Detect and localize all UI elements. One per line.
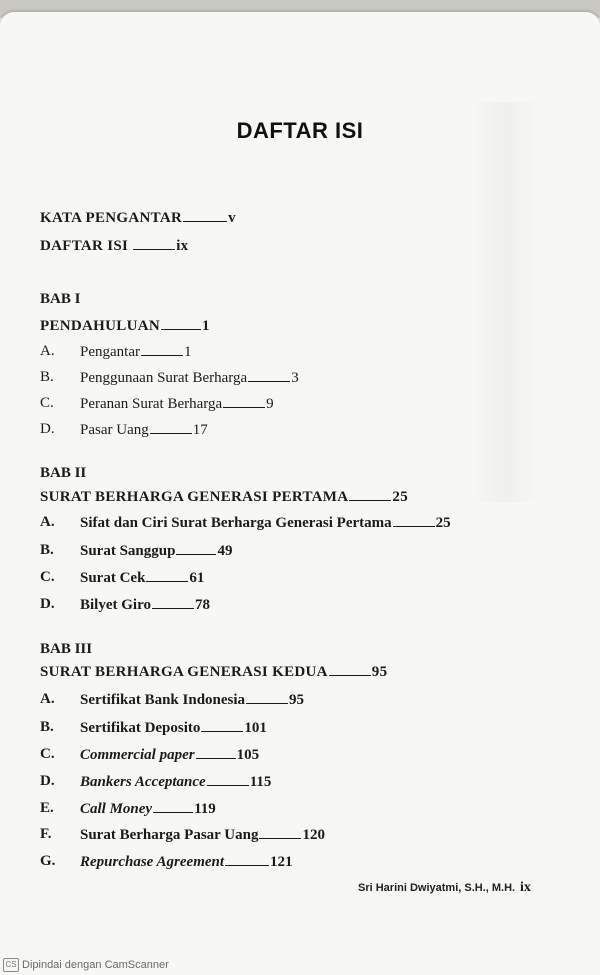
toc-item-letter: C.: [40, 569, 55, 585]
toc-leader: [248, 368, 290, 382]
toc-page-number: 61: [189, 570, 205, 586]
toc-leader: [133, 236, 175, 250]
toc-leader: [225, 852, 269, 866]
toc-item-label: Sertifikat Deposito: [80, 720, 201, 736]
toc-leader: [201, 718, 243, 732]
toc-leader: [176, 541, 216, 555]
footer-page-number: ix: [520, 880, 531, 895]
toc-page-number: 9: [266, 396, 274, 412]
chapter-heading: [40, 487, 408, 506]
toc-leader: [153, 799, 193, 813]
toc-entry-label: KATA PENGANTAR: [40, 210, 183, 226]
toc-page-number: 25: [435, 515, 451, 531]
toc-item-label: Call Money: [80, 801, 153, 817]
toc-item-label: Sifat dan Ciri Surat Berharga Generasi Pertama: [80, 515, 392, 531]
toc-page-number: v: [228, 210, 236, 226]
toc-item-letter: D.: [40, 421, 55, 437]
toc-page-number: 25: [392, 489, 409, 505]
toc-page-number: 95: [371, 664, 388, 680]
toc-item-letter: G.: [40, 853, 56, 869]
toc-item-label: Penggunaan Surat Berharga: [80, 370, 248, 386]
toc-page-number: 121: [270, 854, 293, 870]
toc-item-letter: D.: [40, 596, 55, 612]
toc-entry-daftar-isi: [40, 236, 189, 255]
toc-leader: [223, 394, 265, 408]
toc-page-number: 3: [291, 370, 299, 386]
toc-entry-label: DAFTAR ISI: [40, 238, 129, 254]
toc-leader: [246, 690, 288, 704]
toc-leader: [150, 420, 192, 434]
toc-page-number: 78: [194, 597, 210, 613]
toc-page-number: 95: [289, 692, 305, 708]
toc-leader: [259, 825, 301, 839]
toc-entry-kata-pengantar: [40, 208, 236, 227]
chapter-label: BAB I: [40, 291, 81, 307]
camscanner-logo-icon: CS: [3, 958, 19, 972]
toc-item-letter: A.: [40, 343, 55, 359]
toc-page-number: 1: [183, 344, 192, 360]
toc-item-label: Surat Berharga Pasar Uang: [80, 827, 259, 843]
toc-item-label: Bankers Acceptance: [80, 774, 206, 790]
toc-item-letter: B.: [40, 719, 54, 735]
toc-page-number: 115: [249, 774, 272, 790]
toc-item-label: Commercial paper: [80, 747, 195, 763]
toc-item-letter: C.: [40, 395, 54, 411]
chapter-label: BAB III: [40, 641, 93, 657]
scanner-watermark: [3, 957, 169, 973]
footer-author: Sri Harini Dwiyatmi, S.H., M.H.: [358, 882, 516, 894]
toc-page-number: ix: [176, 238, 189, 254]
toc-leader: [207, 772, 249, 786]
toc-page-number: 101: [244, 720, 267, 736]
chapter-heading: [40, 662, 387, 681]
toc-item-label: Pasar Uang: [80, 422, 149, 438]
toc-leader: [329, 662, 371, 676]
toc-item-letter: F.: [40, 826, 52, 842]
chapter-label: BAB II: [40, 465, 87, 481]
scanner-note: Dipindai dengan CamScanner: [22, 959, 169, 971]
toc-item-label: Surat Sanggup: [80, 543, 176, 559]
toc-leader: [349, 487, 391, 501]
toc-item-letter: A.: [40, 514, 55, 530]
toc-item-letter: E.: [40, 800, 54, 816]
toc-leader: [183, 208, 227, 222]
toc-item-letter: A.: [40, 691, 55, 707]
chapter-title: SURAT BERHARGA GENERASI KEDUA: [40, 664, 328, 680]
toc-page-number: 1: [201, 318, 210, 334]
toc-item-label: Surat Cek: [80, 570, 146, 586]
chapter-title: SURAT BERHARGA GENERASI PERTAMA: [40, 489, 349, 505]
toc-item-label: Pengantar: [80, 344, 140, 360]
toc-item-label: Sertifikat Bank Indonesia: [80, 692, 246, 708]
toc-page-number: 119: [194, 801, 216, 817]
toc-page-number: 120: [302, 827, 325, 843]
toc-item-letter: C.: [40, 746, 55, 762]
toc-leader: [393, 513, 435, 527]
toc-item-letter: B.: [40, 369, 54, 385]
toc-page-number: 105: [236, 747, 260, 763]
toc-item-label: Peranan Surat Berharga: [80, 396, 223, 412]
toc-page-number: 49: [217, 543, 233, 559]
toc-item-label: Bilyet Giro: [80, 597, 151, 613]
bleed-through-shadow: [470, 102, 540, 502]
toc-leader: [141, 342, 183, 356]
toc-item-letter: D.: [40, 773, 55, 789]
chapter-heading: [40, 316, 210, 335]
toc-item-letter: B.: [40, 542, 54, 558]
toc-leader: [196, 745, 236, 759]
toc-leader: [161, 316, 201, 330]
toc-page-number: 17: [192, 422, 208, 438]
toc-item-label: Repurchase Agreement: [80, 854, 225, 870]
chapter-title: PENDAHULUAN: [40, 318, 160, 334]
page-title: DAFTAR ISI: [236, 118, 364, 143]
toc-leader: [152, 595, 194, 609]
toc-leader: [146, 568, 188, 582]
